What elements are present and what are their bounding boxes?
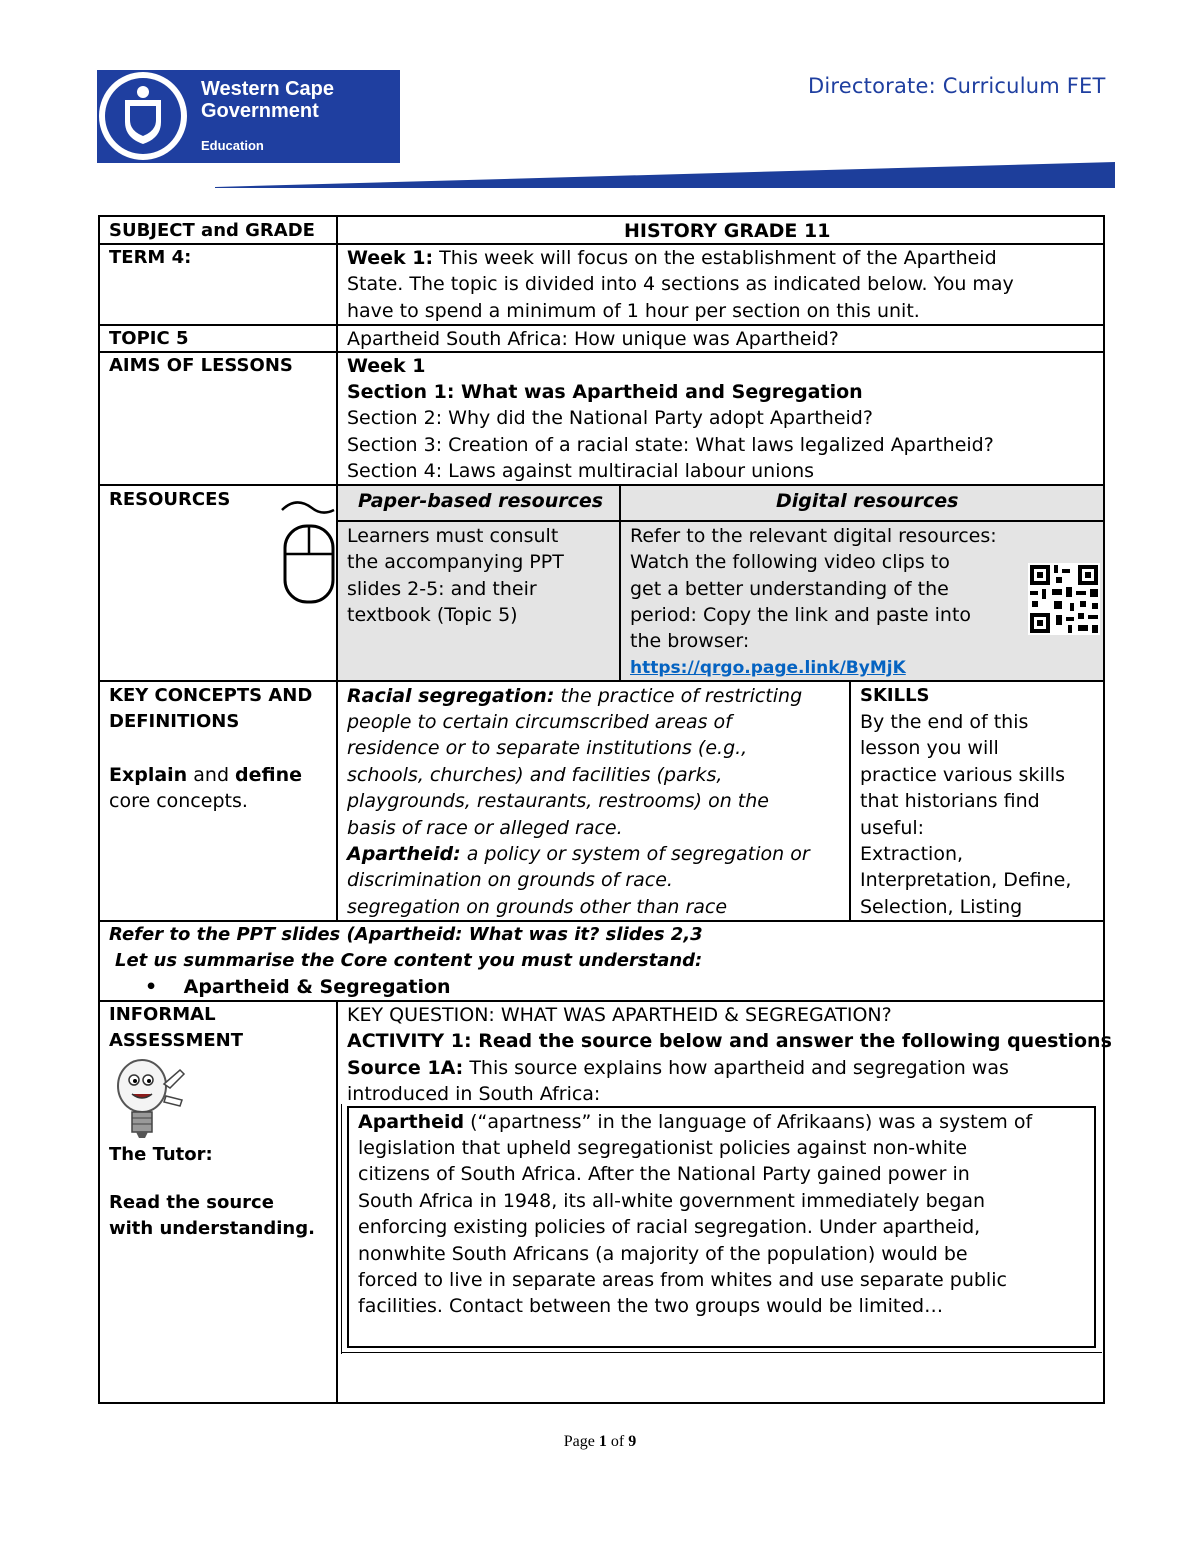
digital-line-4: period: Copy the link and paste into <box>630 604 972 626</box>
summary-bullet: • Apartheid & Segregation <box>145 976 451 998</box>
logo-line3: Education <box>201 138 264 153</box>
racial-def-line-6: basis of race or alleged race. <box>347 817 623 839</box>
digital-line-1: Refer to the relevant digital resources: <box>630 525 997 547</box>
page-number: 1 <box>598 1433 607 1450</box>
skills-line-7: Interpretation, Define, <box>860 869 1072 891</box>
skills-line-4: that historians find <box>860 790 1040 812</box>
skills-line-3: practice various skills <box>860 764 1066 786</box>
subject-label: SUBJECT and GRADE <box>109 220 315 241</box>
source-line-7: forced to live in separate areas from whites and use separate public <box>358 1269 1007 1291</box>
key-concepts-label-2: DEFINITIONS <box>109 711 240 732</box>
wcg-logo <box>97 70 400 163</box>
source-line-4: South Africa in 1948, its all-white government immediately began <box>358 1190 986 1212</box>
source-line-3: citizens of South Africa. After the National Party gained power in <box>358 1163 970 1185</box>
racial-def-line-5: playgrounds, restaurants, restrooms) on the <box>347 790 769 812</box>
racial-def-line-1: Racial segregation: the practice of restricting <box>347 685 803 707</box>
summary-line-1: Refer to the PPT slides (Apartheid: What was it? slides 2,3 <box>109 924 703 945</box>
source-line-5: enforcing existing policies of racial segregation. Under apartheid, <box>358 1216 981 1238</box>
subject-value: HISTORY GRADE 11 <box>624 220 831 242</box>
aims-label: AIMS OF LESSONS <box>109 355 293 376</box>
digital-line-5: the browser: <box>630 630 750 652</box>
source-term: Apartheid <box>358 1111 465 1133</box>
source-label: Source 1A: <box>347 1057 464 1079</box>
read-source-line-2: with understanding. <box>109 1218 315 1239</box>
page-footer: Page 1 of 9 <box>563 1433 637 1450</box>
racial-def-line-4: schools, churches) and facilities (parks, <box>347 764 723 786</box>
directorate-title: Directorate: Curriculum FET <box>808 74 1106 98</box>
source-line-2: legislation that upheld segregationist policies against non-white <box>358 1137 968 1159</box>
digital-line-2: Watch the following video clips to <box>630 551 950 573</box>
source-intro-2: introduced in South Africa: <box>347 1083 601 1105</box>
core-concepts-line: core concepts. <box>109 790 248 812</box>
aims-section-2: Section 2: Why did the National Party adopt Apartheid? <box>347 407 873 429</box>
paper-line-1: Learners must consult <box>347 525 559 547</box>
source-line-6: nonwhite South Africans (a majority of the population) would be <box>358 1243 968 1265</box>
skills-line-6: Extraction, <box>860 843 964 865</box>
source-line-1: Apartheid (“apartness” in the language of Afrikaans) was a system of <box>358 1111 1033 1133</box>
key-concepts-label-1: KEY CONCEPTS AND <box>109 685 313 706</box>
term-week-label: Week 1: <box>347 247 434 269</box>
aims-section-1: Section 1: What was Apartheid and Segregation <box>347 381 863 403</box>
activity-heading: ACTIVITY 1: Read the source below and answer the following questions <box>347 1030 1112 1052</box>
video-link[interactable]: https://qrgo.page.link/ByMjK <box>630 658 906 678</box>
aims-section-3: Section 3: Creation of a racial state: What laws legalized Apartheid? <box>347 434 994 456</box>
apartheid-def-line-3: segregation on grounds other than race <box>347 896 728 918</box>
racial-segregation-term: Racial segregation: <box>347 685 555 707</box>
key-question: KEY QUESTION: WHAT WAS APARTHEID & SEGREGATION? <box>347 1004 892 1026</box>
qr-code-icon <box>1028 563 1100 635</box>
assessment-label-1: INFORMAL <box>109 1004 216 1025</box>
summary-line-2: Let us summarise the Core content you must understand: <box>115 950 703 971</box>
topic-label: TOPIC 5 <box>109 328 189 349</box>
page-total: 9 <box>628 1433 637 1450</box>
racial-def-line-3: residence or to separate institutions (e.g., <box>347 737 748 759</box>
term-line-3: have to spend a minimum of 1 hour per section on this unit. <box>347 300 920 322</box>
digital-line-3: get a better understanding of the <box>630 578 949 600</box>
term-line-2: State. The topic is divided into 4 sections as indicated below. You may <box>347 273 1014 295</box>
racial-def-line-2: people to certain circumscribed areas of <box>347 711 732 733</box>
apartheid-def-line-2: discrimination on grounds of race. <box>347 869 673 891</box>
digital-resources-header: Digital resources <box>776 490 959 512</box>
term-line-1: Week 1: This week will focus on the establishment of the Apartheid <box>347 247 997 269</box>
term-label: TERM 4: <box>109 247 192 268</box>
apartheid-def-line-1: Apartheid: a policy or system of segregation or <box>347 843 810 865</box>
skills-line-1: By the end of this <box>860 711 1029 733</box>
topic-value: Apartheid South Africa: How unique was Apartheid? <box>347 328 839 350</box>
tutor-label: The Tutor: <box>109 1144 213 1165</box>
skills-line-2: lesson you will <box>860 737 999 759</box>
logo-line1: Western Cape <box>201 78 335 100</box>
aims-section-4: Section 4: Laws against multiracial labour unions <box>347 460 815 482</box>
assessment-label-2: ASSESSMENT <box>109 1030 244 1051</box>
paper-resources-header: Paper-based resources <box>358 490 604 512</box>
explain-define-line: Explain and define <box>109 764 303 786</box>
skills-label: SKILLS <box>860 685 930 706</box>
paper-line-4: textbook (Topic 5) <box>347 604 518 626</box>
logo-line2: Government <box>201 100 319 122</box>
lightbulb-tutor-icon <box>112 1056 188 1140</box>
paper-line-3: slides 2-5: and their <box>347 578 537 600</box>
read-source-line-1: Read the source <box>109 1192 274 1213</box>
resources-label: RESOURCES <box>109 489 231 510</box>
aims-week: Week 1 <box>347 355 426 377</box>
computer-mouse-icon <box>278 496 338 606</box>
apartheid-term: Apartheid: <box>347 843 461 865</box>
source-intro-1: Source 1A: This source explains how apartheid and segregation was <box>347 1057 1009 1079</box>
paper-line-2: the accompanying PPT <box>347 551 564 573</box>
header-rule <box>215 162 1115 188</box>
source-line-8: facilities. Contact between the two groups would be limited… <box>358 1295 944 1317</box>
skills-line-5: useful: <box>860 817 925 839</box>
skills-line-8: Selection, Listing <box>860 896 1023 918</box>
